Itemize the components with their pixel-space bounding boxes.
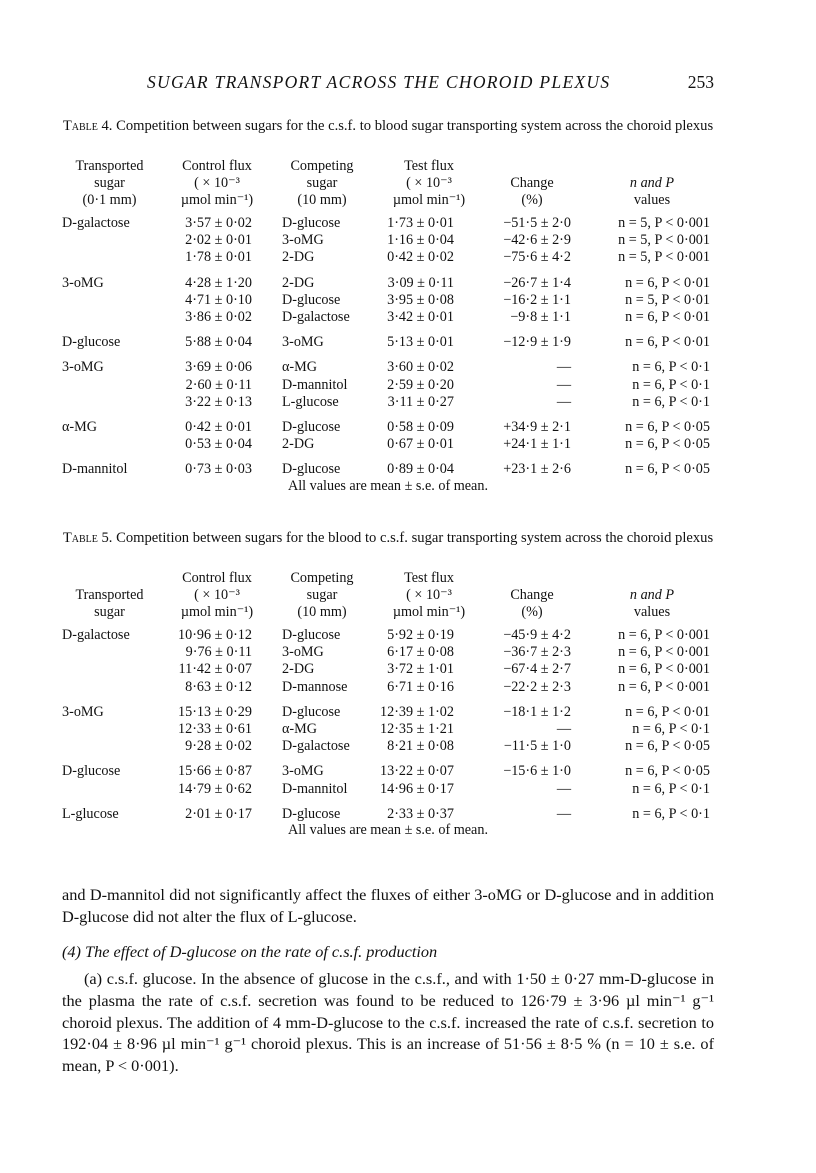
cell-test: 0·67 ± 0·01: [387, 436, 454, 453]
cell-np: n = 6, P < 0·01: [625, 703, 710, 720]
cell-change: −26·7 ± 1·4: [503, 274, 571, 291]
cell-np: n = 6, P < 0·05: [625, 763, 710, 780]
table5-col-control: Control flux ( × 10⁻³ µmol min⁻¹): [180, 570, 254, 620]
table-row: [62, 763, 714, 780]
cell-np: n = 6, P < 0·05: [625, 461, 710, 478]
cell-competing: α-MG: [282, 720, 318, 737]
table4-col-change: Change (%): [510, 175, 554, 208]
cell-change: −75·6 ± 4·2: [503, 249, 571, 266]
cell-competing: 3-oMG: [282, 763, 324, 780]
cell-test: 5·92 ± 0·19: [387, 627, 454, 643]
body-paragraph-1: and D-mannitol did not significantly affect the fluxes of either 3-oMG or D-glucose and in addition D-glucose did not alter the flux of L-glucose.: [62, 885, 714, 926]
cell-change: −18·1 ± 1·2: [503, 703, 571, 720]
table-row: [62, 721, 714, 738]
cell-control: 4·71 ± 0·10: [185, 291, 252, 308]
cell-competing: 3-oMG: [282, 644, 324, 661]
cell-sugar: D-glucose: [62, 334, 121, 351]
cell-test: 3·60 ± 0·02: [387, 359, 454, 376]
cell-change: −42·6 ± 2·9: [503, 232, 571, 249]
cell-change: −67·4 ± 2·7: [503, 661, 571, 678]
cell-control: 15·13 ± 0·29: [178, 703, 252, 720]
cell-competing: D-glucose: [282, 215, 341, 231]
cell-np: n = 6, P < 0·05: [625, 436, 710, 453]
cell-change: −11·5 ± 1·0: [503, 738, 571, 755]
cell-test: 12·35 ± 1·21: [380, 720, 454, 737]
running-title: SUGAR TRANSPORT ACROSS THE CHOROID PLEXUS: [147, 72, 611, 92]
cell-competing: D-glucose: [282, 805, 341, 822]
cell-sugar: D-glucose: [62, 763, 121, 780]
cell-competing: D-galactose: [282, 738, 350, 755]
cell-competing: D-mannose: [282, 678, 348, 695]
cell-control: 3·57 ± 0·02: [185, 215, 252, 231]
cell-sugar: 3-oMG: [62, 274, 104, 291]
cell-sugar: D-galactose: [62, 627, 130, 643]
cell-control: 1·78 ± 0·01: [185, 249, 252, 266]
cell-control: 11·42 ± 0·07: [178, 661, 252, 678]
cell-competing: 3-oMG: [282, 232, 324, 249]
cell-control: 8·63 ± 0·12: [185, 678, 252, 695]
cell-np: n = 6, P < 0·01: [625, 274, 710, 291]
table-row: [62, 377, 714, 394]
table-row: [62, 461, 714, 478]
cell-competing: D-glucose: [282, 418, 341, 435]
table4-caption-text: Competition between sugars for the c.s.f. to blood sugar transporting system across the choroid plexus: [116, 118, 714, 134]
cell-test: 1·16 ± 0·04: [387, 232, 454, 249]
cell-competing: D-glucose: [282, 461, 341, 478]
cell-np: n = 6, P < 0·1: [632, 393, 710, 410]
cell-change: −9·8 ± 1·1: [510, 308, 571, 325]
table4-body: [62, 215, 714, 478]
cell-control: 15·66 ± 0·87: [178, 763, 252, 780]
table-row: [62, 679, 714, 696]
cell-test: 13·22 ± 0·07: [380, 763, 454, 780]
table-row: [62, 436, 714, 453]
cell-change: +24·1 ± 1·1: [503, 436, 571, 453]
cell-test: 8·21 ± 0·08: [387, 738, 454, 755]
cell-competing: 2-DG: [282, 661, 315, 678]
cell-np: n = 5, P < 0·001: [618, 232, 710, 249]
cell-np: n = 5, P < 0·01: [625, 291, 710, 308]
cell-competing: D-mannitol: [282, 780, 348, 797]
table-row: [62, 309, 714, 326]
page-header: [62, 72, 714, 96]
table-row: [62, 644, 714, 661]
cell-np: n = 5, P < 0·001: [618, 215, 710, 231]
cell-competing: D-glucose: [282, 703, 341, 720]
cell-test: 3·72 ± 1·01: [387, 661, 454, 678]
cell-np: n = 6, P < 0·1: [632, 359, 710, 376]
cell-test: 6·17 ± 0·08: [387, 644, 454, 661]
cell-change: −51·5 ± 2·0: [503, 215, 571, 231]
table4-col-competing: Competing sugar (10 mm): [290, 158, 354, 208]
cell-change: —: [556, 720, 571, 737]
cell-test: 0·89 ± 0·04: [387, 461, 454, 478]
cell-control: 10·96 ± 0·12: [178, 627, 252, 643]
cell-np: n = 6, P < 0·01: [625, 308, 710, 325]
cell-test: 6·71 ± 0·16: [387, 678, 454, 695]
cell-sugar: 3-oMG: [62, 359, 104, 376]
cell-np: n = 6, P < 0·001: [618, 678, 710, 695]
table-row: [62, 334, 714, 351]
table-row: [62, 394, 714, 411]
cell-control: 9·76 ± 0·11: [185, 644, 252, 661]
cell-change: —: [556, 376, 571, 393]
cell-control: 0·42 ± 0·01: [185, 418, 252, 435]
cell-change: −22·2 ± 2·3: [503, 678, 571, 695]
table5-col-transported: Transported sugar: [75, 587, 144, 620]
cell-competing: D-glucose: [282, 291, 341, 308]
cell-change: −45·9 ± 4·2: [503, 627, 571, 643]
cell-change: +23·1 ± 2·6: [503, 461, 571, 478]
cell-change: —: [556, 393, 571, 410]
table5-caption-text: Competition between sugars for the blood to c.s.f. sugar transporting system across the choroid plexus: [116, 530, 714, 546]
cell-np: n = 6, P < 0·05: [625, 418, 710, 435]
table4-col-np: n and P values: [629, 175, 675, 208]
cell-control: 3·22 ± 0·13: [185, 393, 252, 410]
cell-control: 2·02 ± 0·01: [185, 232, 252, 249]
cell-competing: D-galactose: [282, 308, 350, 325]
cell-np: n = 6, P < 0·001: [618, 661, 710, 678]
cell-test: 2·59 ± 0·20: [387, 376, 454, 393]
cell-competing: 2-DG: [282, 436, 315, 453]
cell-test: 0·58 ± 0·09: [387, 418, 454, 435]
cell-competing: L-glucose: [282, 393, 339, 410]
cell-change: —: [556, 359, 571, 376]
cell-sugar: 3-oMG: [62, 703, 104, 720]
cell-control: 5·88 ± 0·04: [185, 334, 252, 351]
cell-sugar: D-galactose: [62, 215, 130, 231]
cell-change: −36·7 ± 2·3: [503, 644, 571, 661]
cell-change: —: [556, 805, 571, 822]
cell-np: n = 5, P < 0·001: [618, 249, 710, 266]
cell-np: n = 6, P < 0·1: [632, 376, 710, 393]
cell-competing: α-MG: [282, 359, 318, 376]
cell-competing: 2-DG: [282, 249, 315, 266]
table-row: [62, 419, 714, 436]
cell-control: 0·73 ± 0·03: [185, 461, 252, 478]
table5-label: Table 5.: [62, 530, 113, 546]
table4-col-transported: Transported sugar (0·1 mm): [75, 158, 144, 208]
cell-competing: 2-DG: [282, 274, 315, 291]
cell-sugar: α-MG: [62, 418, 98, 435]
cell-control: 0·53 ± 0·04: [185, 436, 252, 453]
table5-col-np: n and P values: [629, 587, 675, 620]
cell-np: n = 6, P < 0·1: [632, 720, 710, 737]
table-row: [62, 275, 714, 292]
cell-test: 3·42 ± 0·01: [387, 308, 454, 325]
table-row: [62, 738, 714, 755]
table-row: [62, 215, 714, 232]
cell-change: −12·9 ± 1·9: [503, 334, 571, 351]
section-heading: (4) The effect of D-glucose on the rate of c.s.f. production: [62, 942, 438, 961]
table4-label: Table 4.: [62, 118, 113, 134]
table4-col-test: Test flux ( × 10⁻³ µmol min⁻¹): [392, 158, 466, 208]
cell-test: 0·42 ± 0·02: [387, 249, 454, 266]
table-row: [62, 232, 714, 249]
table4-header: [62, 158, 714, 210]
cell-sugar: D-mannitol: [62, 461, 128, 478]
cell-test: 12·39 ± 1·02: [380, 703, 454, 720]
cell-control: 2·01 ± 0·17: [185, 805, 252, 822]
cell-np: n = 6, P < 0·001: [618, 627, 710, 643]
table-row: [62, 806, 714, 823]
cell-change: +34·9 ± 2·1: [503, 418, 571, 435]
cell-control: 3·69 ± 0·06: [185, 359, 252, 376]
cell-control: 9·28 ± 0·02: [185, 738, 252, 755]
table4-col-control: Control flux ( × 10⁻³ µmol min⁻¹): [180, 158, 254, 208]
table-row: [62, 249, 714, 266]
cell-np: n = 6, P < 0·05: [625, 738, 710, 755]
cell-competing: 3-oMG: [282, 334, 324, 351]
cell-competing: D-glucose: [282, 627, 341, 643]
cell-change: −16·2 ± 1·1: [503, 291, 571, 308]
cell-np: n = 6, P < 0·1: [632, 780, 710, 797]
cell-control: 12·33 ± 0·61: [178, 720, 252, 737]
table-row: [62, 292, 714, 309]
table-row: [62, 359, 714, 376]
cell-test: 3·11 ± 0·27: [387, 393, 454, 410]
table-row: [62, 661, 714, 678]
table5-caption: [62, 530, 714, 547]
cell-test: 3·09 ± 0·11: [387, 274, 454, 291]
cell-test: 2·33 ± 0·37: [387, 805, 454, 822]
cell-control: 14·79 ± 0·62: [178, 780, 252, 797]
cell-control: 2·60 ± 0·11: [185, 376, 252, 393]
page-number: 253: [687, 72, 714, 92]
cell-test: 1·73 ± 0·01: [387, 215, 454, 231]
table5-col-change: Change (%): [510, 587, 554, 620]
cell-competing: D-mannitol: [282, 376, 348, 393]
table4-caption: [62, 118, 714, 135]
cell-np: n = 6, P < 0·001: [618, 644, 710, 661]
body-paragraph-2: (a) c.s.f. glucose. In the absence of glucose in the c.s.f., and with 1·50 ± 0·27 mm-D-glucose in the plasma the rate of c.s.f. secretion was found to be reduced to 126·79 ± 3·96 µl min⁻¹ g⁻¹ choroid plexus. The addition of 4 mm-D-glucose to the c.s.f. increased the rate of c.s.f. secretion to 192·04 ± 8·96 µl min⁻¹ g⁻¹ choroid plexus. This is an increase of 51·56 ± 8·5 % (n = 10 ± s.e. of mean, P < 0·001).: [62, 969, 714, 1076]
table-row: [62, 781, 714, 798]
table5-footnote: All values are mean ± s.e. of mean.: [287, 822, 489, 838]
cell-sugar: L-glucose: [62, 805, 119, 822]
cell-test: 5·13 ± 0·01: [387, 334, 454, 351]
table-row: [62, 704, 714, 721]
cell-test: 14·96 ± 0·17: [380, 780, 454, 797]
table5-body: [62, 627, 714, 823]
cell-test: 3·95 ± 0·08: [387, 291, 454, 308]
table4-footnote: All values are mean ± s.e. of mean.: [287, 478, 489, 494]
cell-change: —: [556, 780, 571, 797]
table5-header: [62, 570, 714, 622]
cell-np: n = 6, P < 0·01: [625, 334, 710, 351]
table5-col-test: Test flux ( × 10⁻³ µmol min⁻¹): [392, 570, 466, 620]
cell-np: n = 6, P < 0·1: [632, 805, 710, 822]
cell-control: 3·86 ± 0·02: [185, 308, 252, 325]
cell-control: 4·28 ± 1·20: [185, 274, 252, 291]
table-row: [62, 627, 714, 644]
cell-change: −15·6 ± 1·0: [503, 763, 571, 780]
table5-col-competing: Competing sugar (10 mm): [290, 570, 354, 620]
